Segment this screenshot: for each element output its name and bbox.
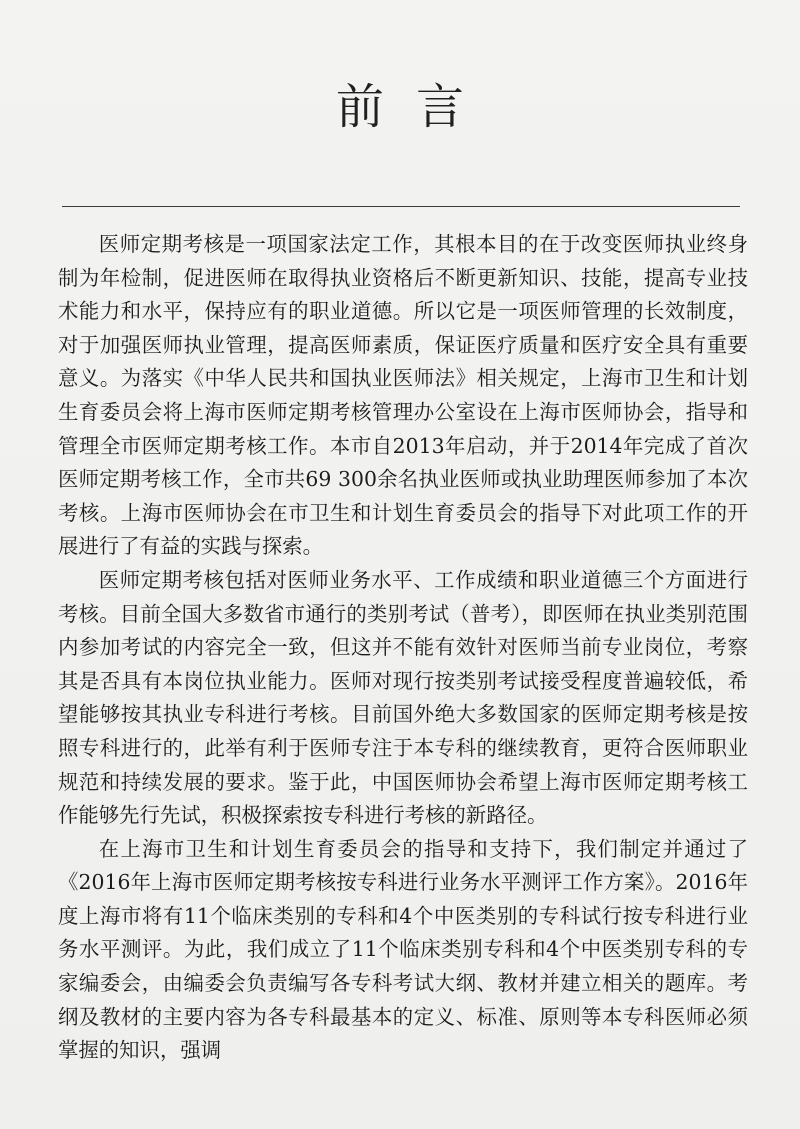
- title-divider: [62, 206, 740, 207]
- paragraph-3: 在上海市卫生和计划生育委员会的指导和支持下，我们制定并通过了《2016年上海市医师定期考核按专科进行业务水平测评工作方案》。2016年度上海市将有11个临床类别的专科和4个中医类别的专科试行按专科进行业务水平测评。为此，我们成立了11个临床类别专科和4个中医类别专科的专家编委会，由编委会负责编写各专科考试大纲、教材并建立相关的题库。考纲及教材的主要内容为各专科最基本的定义、标准、原则等本专科医师必须掌握的知识，强调: [58, 836, 748, 1063]
- paragraph-2: 医师定期考核包括对医师业务水平、工作成绩和职业道德三个方面进行考核。目前全国大多数省市通行的类别考试（普考），即医师在执业类别范围内参加考试的内容完全一致，但这并不能有效针对医师当前专业岗位，考察其是否具有本岗位执业能力。医师对现行按类别考试接受程度普遍较低，希望能够按其执业专科进行考核。目前国外绝大多数国家的医师定期考核是按照专科进行的，此举有利于医师专注于本专科的继续教育，更符合医师职业规范和持续发展的要求。鉴于此，中国医师协会希望上海市医师定期考核工作能够先行先试，积极探索按专科进行考核的新路径。: [58, 567, 748, 828]
- page-title: 前言: [335, 79, 496, 135]
- paragraph-1: 医师定期考核是一项国家法定工作，其根本目的在于改变医师执业终身制为年检制，促进医师在取得执业资格后不断更新知识、技能，提高专业技术能力和水平，保持应有的职业道德。所以它是一项医师管理的长效制度，对于加强医师执业管理，提高医师素质，保证医疗质量和医疗安全具有重要意义。为落实《中华人民共和国执业医师法》相关规定，上海市卫生和计划生育委员会将上海市医师定期考核管理办公室设在上海市医师协会，指导和管理全市医师定期考核工作。本市自2013年启动，并于2014年完成了首次医师定期考核工作，全市共69 300余名执业医师或执业助理医师参加了本次考核。上海市医师协会在市卫生和计划生育委员会的指导下对此项工作的开展进行了有益的实践与探索。: [58, 232, 748, 559]
- preface-body: [58, 228, 748, 1068]
